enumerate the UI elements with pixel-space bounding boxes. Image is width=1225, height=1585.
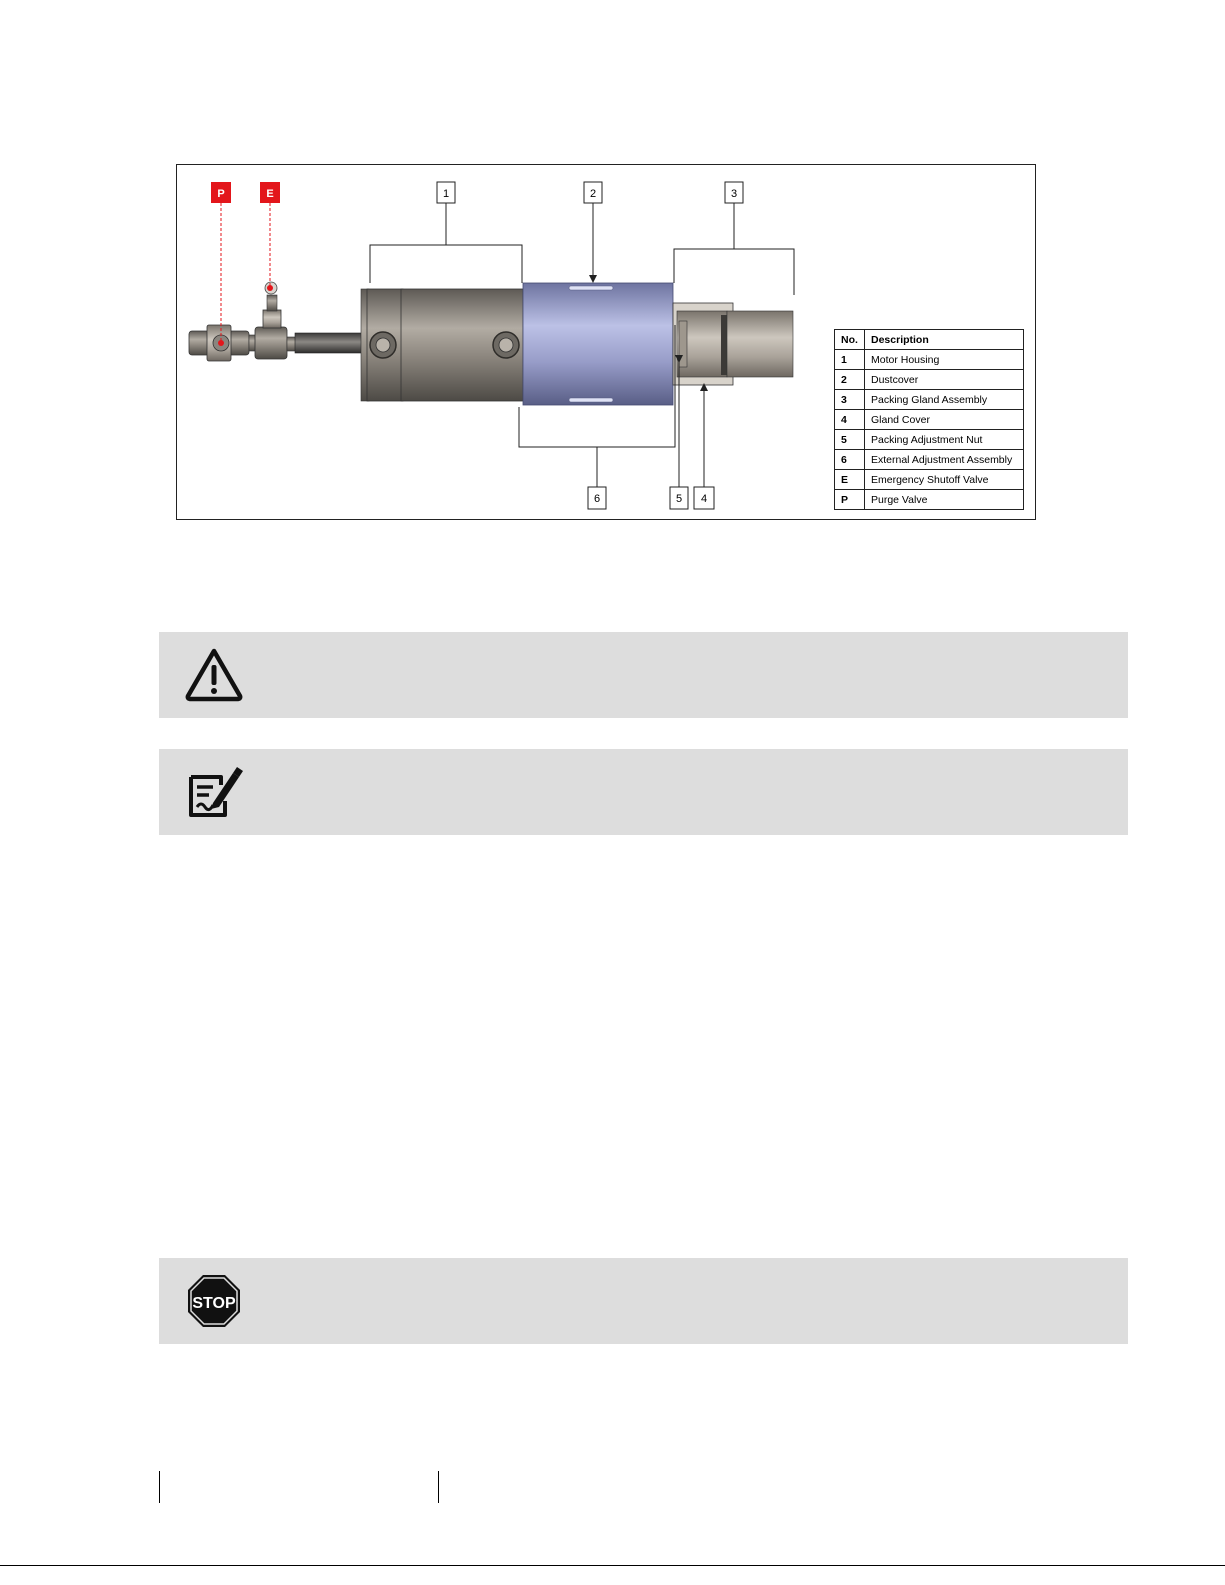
legend-header-no: No. xyxy=(835,330,865,350)
note-notice xyxy=(159,749,1128,835)
stop-notice xyxy=(159,1258,1128,1344)
footer-rule-bottom xyxy=(0,1565,1225,1566)
callout-1 xyxy=(437,182,455,203)
legend-header-description: Description xyxy=(865,330,1024,350)
callout-2 xyxy=(584,182,602,203)
legend-header-row xyxy=(835,330,1024,350)
stop-sign-label: STOP xyxy=(192,1295,236,1312)
legend-no: 6 xyxy=(835,450,865,470)
footer-rule-left xyxy=(159,1471,160,1503)
warning-notice xyxy=(159,632,1128,718)
legend-row xyxy=(835,370,1024,390)
stop-sign-icon xyxy=(185,1272,243,1330)
legend-row xyxy=(835,450,1024,470)
motor-housing xyxy=(361,289,523,401)
dustcover xyxy=(523,283,673,405)
legend-row xyxy=(835,430,1024,450)
legend-row xyxy=(835,390,1024,410)
legend-no: 5 xyxy=(835,430,865,450)
marker-purge xyxy=(211,182,231,203)
legend-description: Dustcover xyxy=(865,370,1024,390)
legend-description: External Adjustment Assembly xyxy=(865,450,1024,470)
callout-3 xyxy=(725,182,743,203)
assembly-figure xyxy=(176,164,1036,520)
callout-4-label: 4 xyxy=(700,493,708,505)
callout-5 xyxy=(670,487,688,509)
valve-assembly xyxy=(189,282,367,361)
legend-row xyxy=(835,410,1024,430)
warning-triangle-icon xyxy=(185,646,243,704)
legend-description: Packing Adjustment Nut xyxy=(865,430,1024,450)
legend-no: P xyxy=(835,490,865,510)
legend-row xyxy=(835,350,1024,370)
legend-description: Purge Valve xyxy=(865,490,1024,510)
legend-description: Emergency Shutoff Valve xyxy=(865,470,1024,490)
legend-no: 3 xyxy=(835,390,865,410)
legend-row xyxy=(835,490,1024,510)
footer-rule-mid xyxy=(438,1471,439,1503)
callout-6 xyxy=(588,487,606,509)
legend-no: 1 xyxy=(835,350,865,370)
callout-3-label: 3 xyxy=(730,188,738,200)
marker-emergency-label: E xyxy=(266,188,274,200)
callout-4 xyxy=(694,487,714,509)
callout-5-label: 5 xyxy=(675,493,683,505)
note-pen-icon xyxy=(185,763,243,821)
legend-description: Motor Housing xyxy=(865,350,1024,370)
legend-no: E xyxy=(835,470,865,490)
legend-description: Packing Gland Assembly xyxy=(865,390,1024,410)
legend-description: Gland Cover xyxy=(865,410,1024,430)
marker-purge-label: P xyxy=(217,188,225,200)
callout-2-label: 2 xyxy=(589,188,597,200)
parts-legend-table xyxy=(834,329,1024,510)
legend-no: 2 xyxy=(835,370,865,390)
callout-1-label: 1 xyxy=(442,188,450,200)
packing-gland xyxy=(673,303,793,385)
legend-no: 4 xyxy=(835,410,865,430)
legend-row xyxy=(835,470,1024,490)
marker-emergency xyxy=(260,182,280,203)
callout-6-label: 6 xyxy=(593,493,601,505)
